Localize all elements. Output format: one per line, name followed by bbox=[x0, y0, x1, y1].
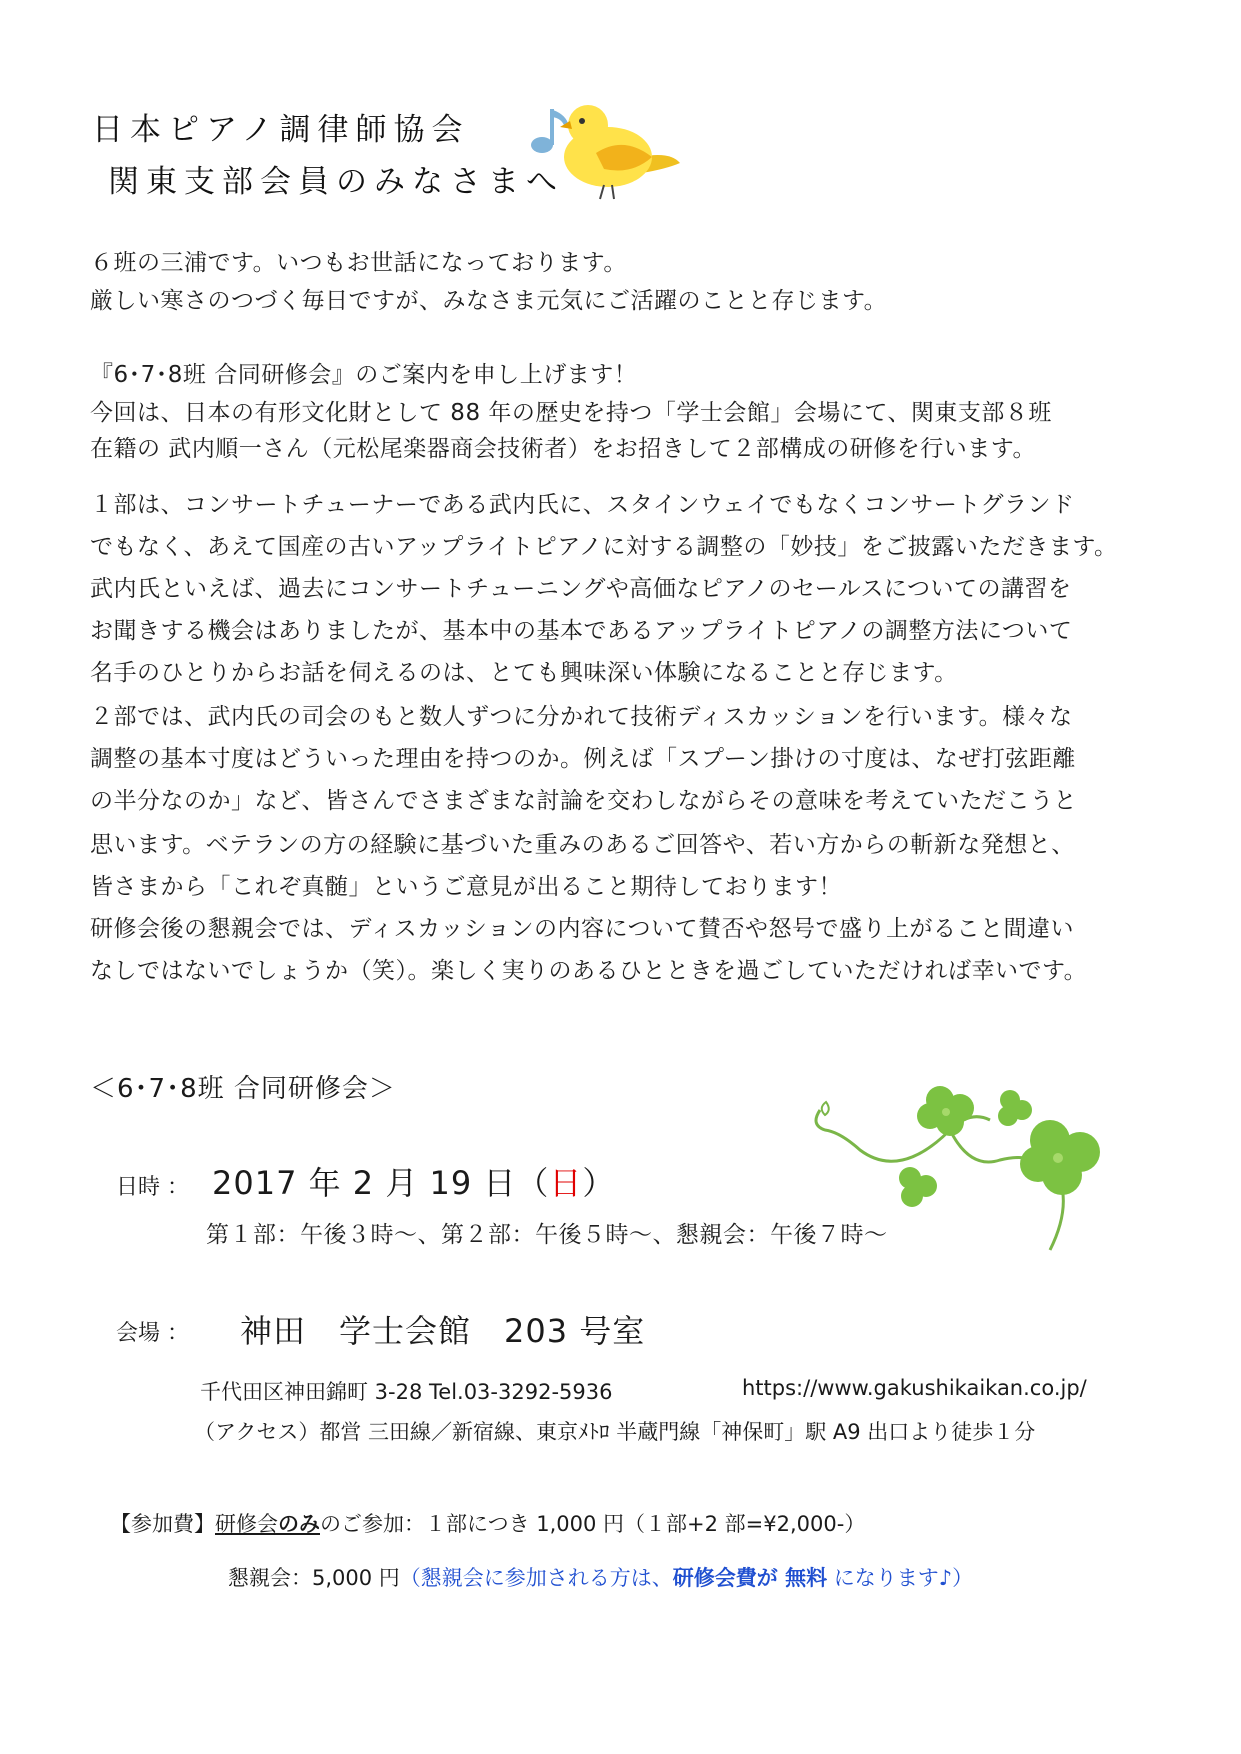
detail-line: 思います。ベテランの方の経験に基づいた重みのあるご回答や、若い方からの斬新な発想と、 bbox=[90, 832, 1075, 858]
intro-line-3: 在籍の 武内順一さん（元松尾楽器商会技術者）をお招きして２部構成の研修を行います。 bbox=[90, 436, 1036, 462]
title-line-2: 関東支部会員のみなさまへ bbox=[108, 164, 564, 200]
detail-line: の半分なのか」など、皆さんでさまざまな討論を交わしながらその意味を考えていただこうと bbox=[90, 788, 1077, 814]
detail-line: 調整の基本寸度はどういった理由を持つのか。例えば「スプーン掛けの寸度は、なぜ打弦距離 bbox=[90, 746, 1076, 772]
greeting-line-1: ６班の三浦です。いつもお世話になっております。 bbox=[90, 250, 627, 276]
detail-line: 武内氏といえば、過去にコンサートチューニングや高価なピアノのセールスについての講習を bbox=[90, 576, 1072, 602]
detail-line: 名手のひとりからお話を伺えるのは、とても興味深い体験になることと存じます。 bbox=[90, 660, 958, 686]
detail-line: ２部では、武内氏の司会のもと数人ずつに分かれて技術ディスカッションを行います。様々な bbox=[90, 704, 1073, 730]
detail-line: 研修会後の懇親会では、ディスカッションの内容について賛否や怒号で盛り上がること間違い bbox=[90, 916, 1075, 942]
venue-url[interactable]: https://www.gakushikaikan.co.jp/ bbox=[742, 1376, 1087, 1400]
intro-line-2: 今回は、日本の有形文化財として 88 年の歴史を持つ「学士会館」会場にて、関東支部８班 bbox=[90, 400, 1052, 426]
venue-label: 会場 ： bbox=[116, 1321, 189, 1346]
bird-with-music-note-icon bbox=[520, 95, 690, 215]
date-main: 2017 年 2 月 19 日（ bbox=[212, 1164, 550, 1202]
fee-party: 懇親会：5,000 円 bbox=[228, 1566, 400, 1590]
venue-name: 神田 学士会館 203 号室 bbox=[240, 1312, 646, 1350]
fee-label: 【参加費】 bbox=[110, 1512, 215, 1536]
detail-line: でもなく、あえて国産の古いアップライトピアノに対する調整の「妙技」をご披露いただきます。 bbox=[90, 534, 1118, 560]
date-label: 日時 ： bbox=[116, 1175, 189, 1200]
fee-item-b: のみ bbox=[278, 1512, 320, 1536]
event-heading: ＜6･7･8班 合同研修会＞ bbox=[90, 1074, 396, 1104]
fee-line-2 bbox=[228, 1562, 973, 1592]
fee-note-b: 研修会費が 無料 bbox=[672, 1566, 828, 1590]
venue-access: （アクセス）都営 三田線／新宿線、東京ﾒﾄﾛ 半蔵門線「神保町」駅 A9 出口より徒歩１分 bbox=[194, 1420, 1036, 1444]
fee-note-a: （懇親会に参加される方は、 bbox=[399, 1566, 673, 1590]
date-close: ） bbox=[582, 1164, 616, 1202]
greeting-line-2: 厳しい寒さのつづく毎日ですが、みなさま元気にご活躍のことと存じます。 bbox=[90, 288, 888, 314]
venue-address: 千代田区神田錦町 3-28 Tel.03-3292-5936 bbox=[200, 1380, 613, 1404]
fee-line-1 bbox=[110, 1508, 865, 1538]
date-day: 日 bbox=[549, 1164, 583, 1202]
clover-vine-icon bbox=[800, 1080, 1130, 1290]
title-line-1: 日本ピアノ調律師協会 bbox=[92, 112, 470, 148]
detail-line: なしではないでしょうか（笑）。楽しく実りのあるひとときを過ごしていただければ幸いです。 bbox=[90, 958, 1088, 984]
detail-line: 皆さまから「これぞ真髄」というご意見が出ること期待しております！ bbox=[90, 874, 842, 900]
detail-line: １部は、コンサートチューナーである武内氏に、スタインウェイでもなくコンサートグランド bbox=[90, 492, 1075, 518]
fee-item-c: のご参加：１部につき 1,000 円（１部+2 部=¥2,000-） bbox=[320, 1512, 866, 1536]
event-schedule: 第１部：午後３時～、第２部：午後５時～、懇親会：午後７時～ bbox=[206, 1222, 888, 1248]
fee-item-a: 研修会 bbox=[215, 1512, 278, 1536]
intro-line-1: 『6･7･8班 合同研修会』のご案内を申し上げます！ bbox=[90, 362, 638, 388]
event-date bbox=[212, 1158, 615, 1204]
fee-note-c: になります♪） bbox=[827, 1566, 974, 1590]
detail-line: お聞きする機会はありましたが、基本中の基本であるアップライトピアノの調整方法について bbox=[90, 618, 1073, 644]
